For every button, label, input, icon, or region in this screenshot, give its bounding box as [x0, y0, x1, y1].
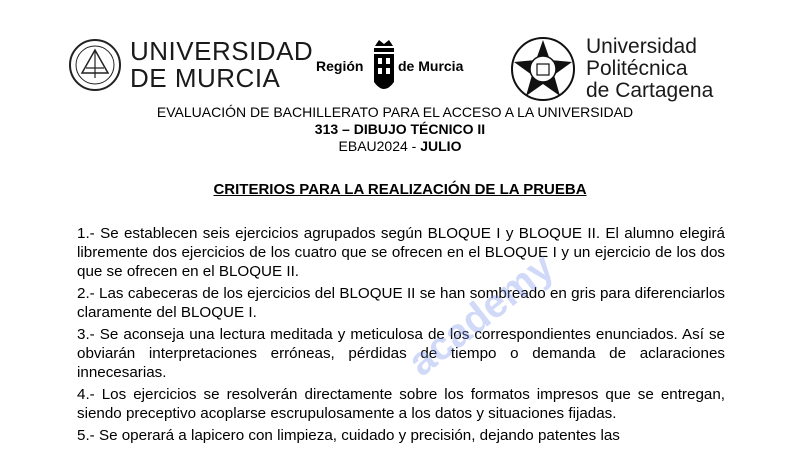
rm-left-text: Región: [316, 58, 364, 74]
upct-line2: Politécnica: [586, 57, 688, 80]
watermark: academy: [400, 244, 563, 385]
crown-shield-icon: [371, 38, 397, 102]
um-seal-icon: [68, 38, 122, 92]
universidad-de-murcia-logo: [68, 36, 314, 94]
rm-right-text: de Murcia: [398, 58, 464, 74]
logo-bar: [0, 0, 800, 105]
region-de-murcia-logo: [316, 38, 476, 102]
criteria-item-1: 1.- Se establecen seis ejercicios agrupados según BLOQUE I y BLOQUE II. El alumno elegirá libremente dos ejercicios de los cuatro que se ofrecen en el BLOQUE I y un ejercicio de los dos que se ofrecen en el BLOQUE II.: [77, 225, 725, 280]
session-month: JULIO: [420, 138, 462, 154]
session-year: EBAU2024 -: [338, 138, 421, 154]
criteria-item-5: 5.- Se operará a lapicero con limpieza, cuidado y precisión, dejando patentes las: [77, 427, 620, 444]
upct-logo: [510, 36, 740, 104]
upct-line1: Universidad: [586, 35, 697, 58]
upct-line3: de Cartagena: [586, 79, 714, 102]
criteria-item-2: 2.- Las cabeceras de los ejercicios del BLOQUE II se han sombreado en gris para diferenciarlos claramente del BLOQUE I.: [77, 285, 725, 321]
upct-star-seal-icon: [510, 36, 576, 102]
exam-title: EVALUACIÓN DE BACHILLERATO PARA EL ACCESO A LA UNIVERSIDAD: [156, 104, 634, 120]
subject-title: 313 – DIBUJO TÉCNICO II: [314, 121, 486, 137]
criteria-title: CRITERIOS PARA LA REALIZACIÓN DE LA PRUEBA: [213, 181, 587, 198]
criteria-item-4: 4.- Los ejercicios se resolverán directamente sobre los formatos impresos que se entregan, siendo preceptivo acoplarse escrupulosamente a los datos y situaciones fijadas.: [77, 386, 725, 422]
exam-header: [0, 104, 800, 155]
criteria-item-3: 3.- Se aconseja una lectura meditada y meticulosa de los correspondientes enunciados. Así se obviarán interpretaciones erróneas, pérdidas de tiempo o demanda de aclaraciones innecesarias.: [77, 326, 725, 381]
session-line: [0, 138, 800, 155]
um-line2: DE MURCIA: [130, 63, 281, 93]
criteria-list: [77, 224, 725, 448]
um-line1: UNIVERSIDAD: [130, 36, 314, 66]
